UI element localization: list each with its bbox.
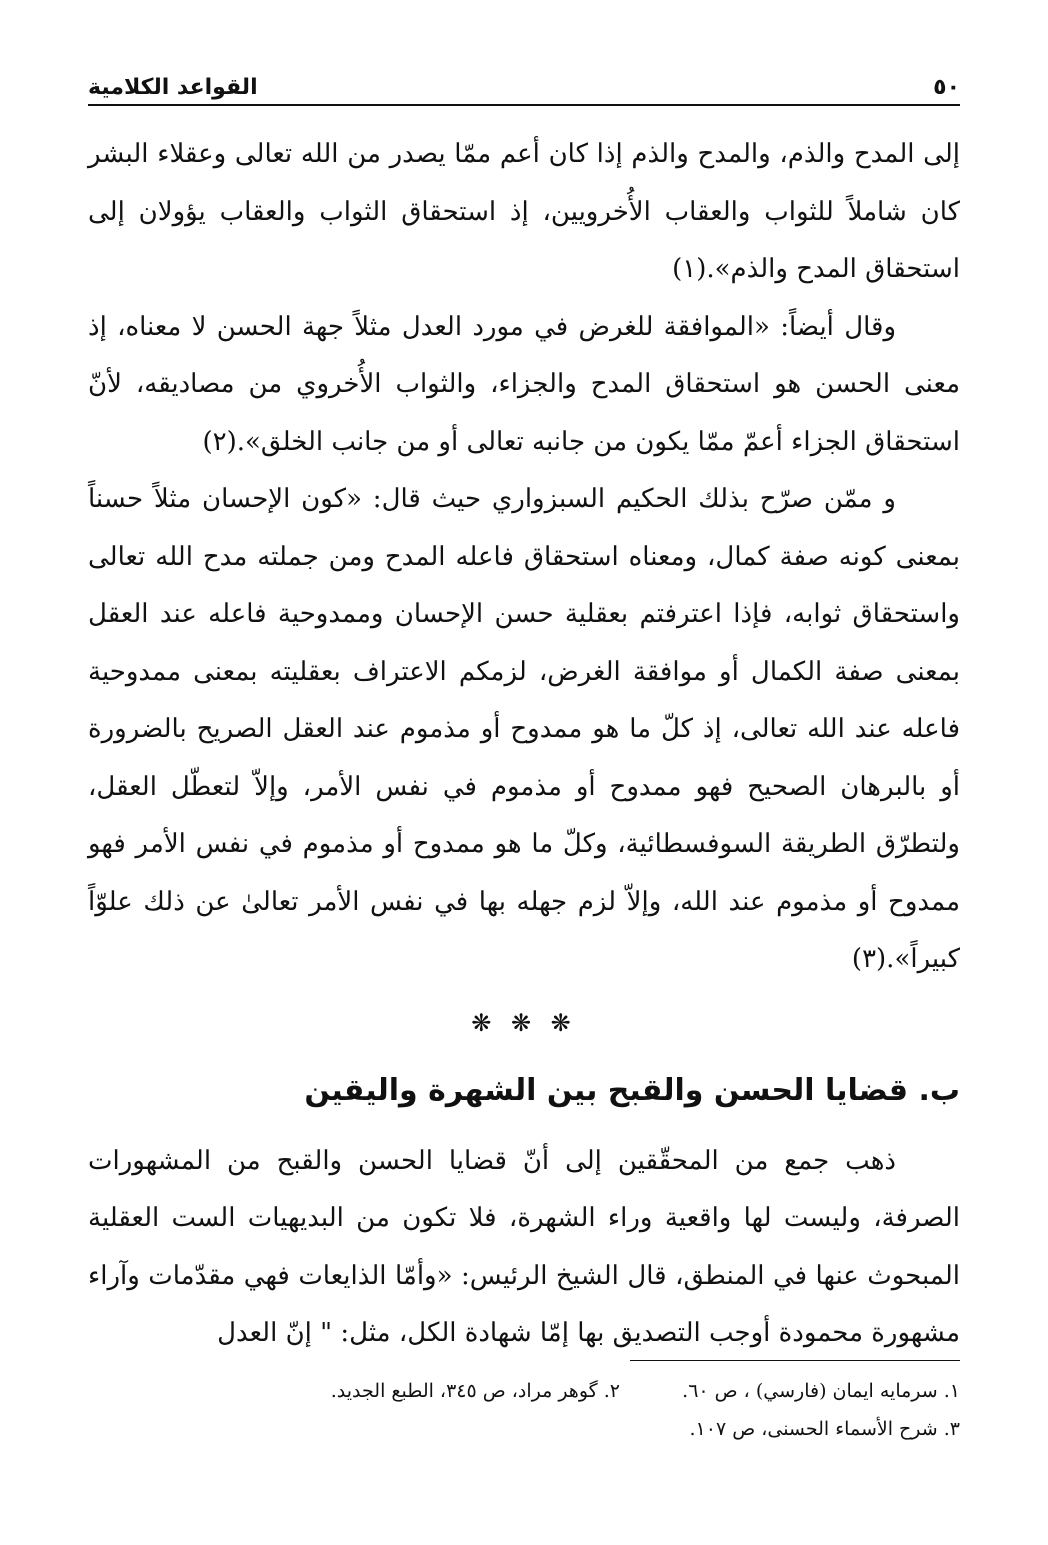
header-rule	[88, 104, 960, 106]
footnote-row	[88, 1410, 960, 1448]
section-separator: ❋ ❋ ❋	[471, 1008, 577, 1037]
footnote-1: ١. سرمايه ايمان (فارسي) ، ص ٦٠.	[682, 1380, 960, 1402]
footnote-rule	[630, 1360, 960, 1361]
page-number: ٥٠	[933, 75, 960, 100]
footnote-2: ٢. گوهر مراد، ص ٣٤٥، الطبع الجديد.	[330, 1380, 620, 1402]
running-title: القواعد الكلامية	[88, 75, 258, 100]
footnote-row	[88, 1372, 960, 1410]
paragraph-section-intro: ذهب جمع من المحقّقين إلى أنّ قضايا الحسن والقبح من المشهورات الصرفة، وليست لها واقعية وراء الشهرة، فلا تكون من البديهيات الست العقلية المبحوث عنها في المنطق، قال الشيخ الرئيس: «وأمّا الذايعات فهي مقدّمات وآراء مشهورة محمودة أوجب التصديق بها إمّا شهادة الكل، مثل: " إنّ العدل	[88, 1145, 960, 1348]
paragraph-continuation: إلى المدح والذم، والمدح والذم إذا كان أعم ممّا يصدر من الله تعالى وعقلاء البشر كان شاملاً للثواب والعقاب الأُخرويين، إذ استحقاق الثواب والعقاب يؤولان إلى استحقاق المدح والذم».(١)	[88, 139, 960, 284]
running-header	[88, 60, 960, 100]
paragraph-quote-also: وقال أيضاً: «الموافقة للغرض في مورد العدل مثلاً جهة الحسن لا معناه، إذ معنى الحسن هو استحقاق المدح والجزاء، والثواب الأُخروي من مصاديقه، لأنّ استحقاق الجزاء أعمّ ممّا يكون من جانبه تعالى أو من جانب الخلق».(٢)	[88, 311, 960, 457]
footnote-3: ٣. شرح الأسماء الحسنى، ص ١٠٧.	[689, 1418, 960, 1440]
section-heading: ب. قضايا الحسن والقبح بين الشهرة واليقين	[304, 1072, 960, 1108]
main-text	[88, 126, 960, 1363]
footnotes	[88, 1372, 960, 1448]
paragraph-sabzawari: و ممّن صرّح بذلك الحكيم السبزواري حيث قال: «كون الإحسان مثلاً حسناً بمعنى كونه صفة كمال، ومعناه استحقاق فاعله المدح ومن جملته مدح الله تعالى واستحقاق ثوابه، فإذا اعترفتم بعقلية حسن الإحسان وممدوحية فاعله عند العقل بمعنى صفة الكمال أو موافقة الغرض، لزمكم الاعتراف بعقليته بمعنى ممدوحية فاعله عند الله تعالى، إذ كلّ ما هو ممدوح أو مذموم عند العقل الصريح بالضرورة أو بالبرهان الصحيح فهو ممدوح أو مذموم في نفس الأمر، وإلاّ لتعطّل العقل، ولتطرّق الطريقة السوفسطائية، وكلّ ما هو ممدوح أو مذموم في نفس الأمر فهو ممدوح أو مذموم عند الله، وإلاّ لزم جهله بها في نفس الأمر تعالىٰ عن ذلك علوّاً كبيراً».(٣)	[88, 484, 960, 974]
